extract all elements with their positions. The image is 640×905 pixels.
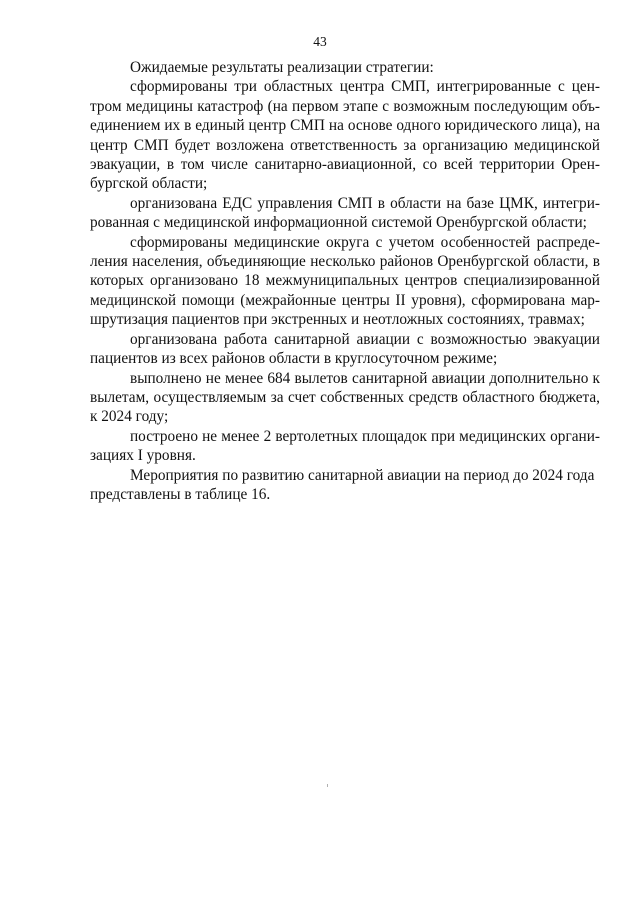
- result-item-regional-centers: сформированы три областных центра СМП, интегрированные с центром медицины катастроф (на первом этапе с возможным последующим объединением их в единый центр СМП на основе одного юридического лица), на центр СМП будет возложена ответственность за организацию медицинской эвакуации, в том числе санитарно-авиационной, со всей территории Оренбургской области;: [90, 78, 600, 193]
- result-item-dispatch-service: организована ЕДС управления СМП в области на базе ЦМК, интегрированная с медицинской информационной системой Оренбургской области;: [90, 194, 600, 232]
- scan-speck: [327, 784, 328, 787]
- result-item-medical-districts: сформированы медицинские округа с учетом особенностей распределения населения, объединяющие несколько районов Оренбургской области, в которых организовано 18 межмуниципальных центров специализированной медицинской помощи (межрайонные центры II уровня), сформирована маршрутизация пациентов при экстренных и неотложных состояниях, травмах;: [90, 233, 600, 329]
- closing-paragraph: Мероприятия по развитию санитарной авиации на период до 2024 года представлены в таблице 16.: [90, 466, 595, 503]
- result-item-flights: выполнено не менее 684 вылетов санитарной авиации дополнительно к вылетам, осуществляемым за счет собственных средств областного бюджета, к 2024 году;: [90, 369, 600, 426]
- page-number: 43: [313, 34, 327, 49]
- result-item-air-ambulance-work: организована работа санитарной авиации с возможностью эвакуации пациентов из всех районов области в круглосуточном режиме;: [90, 330, 600, 368]
- document-body: [90, 58, 600, 504]
- section-heading: Ожидаемые результаты реализации стратегии:: [130, 59, 434, 76]
- result-item-helipads: построено не менее 2 вертолетных площадок при медицинских организациях I уровня.: [90, 427, 600, 465]
